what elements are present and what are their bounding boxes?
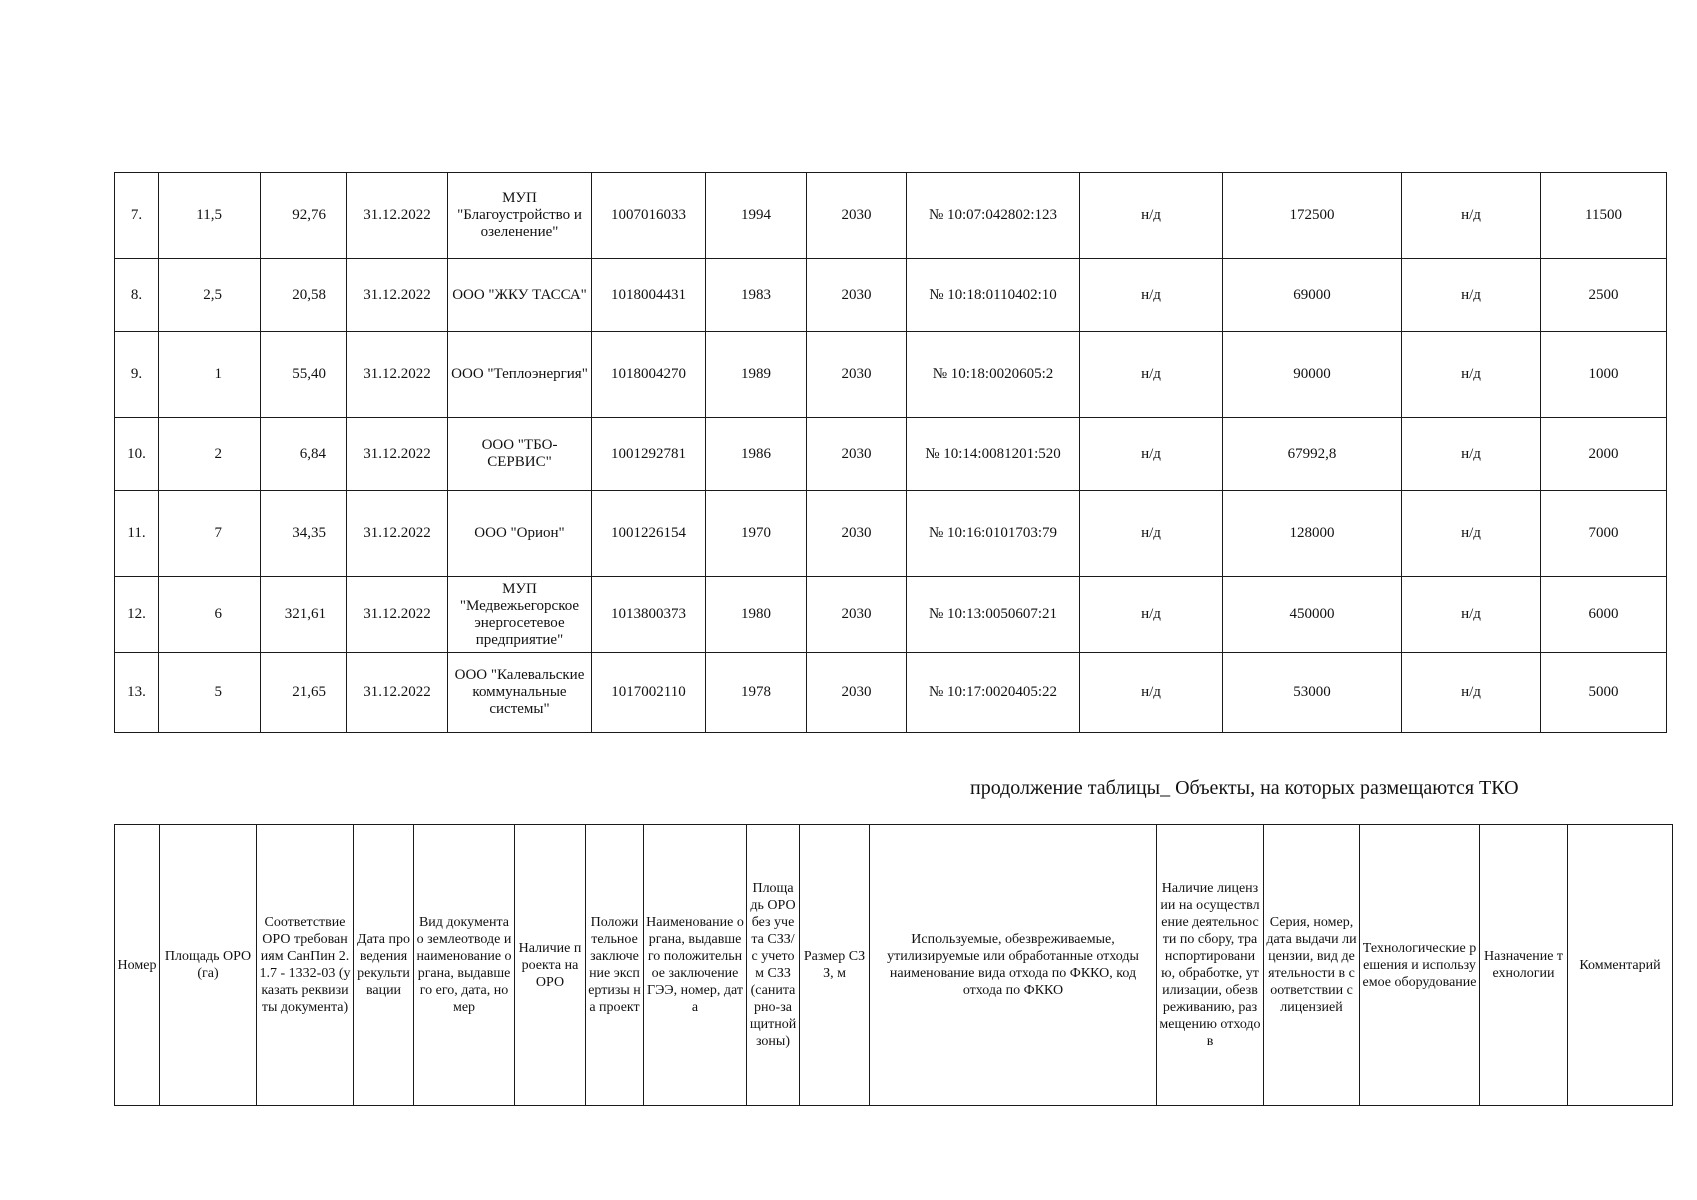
not-available-cell: н/д <box>1402 332 1541 418</box>
volume-cell: 450000 <box>1223 577 1402 653</box>
row-number-cell: 8. <box>115 259 159 332</box>
until-year-cell: 2030 <box>807 577 907 653</box>
header-expert-conclusion: Положительное заключение экспертизы на проект <box>586 825 644 1106</box>
until-year-cell: 2030 <box>807 653 907 733</box>
value-cell: 20,58 <box>261 259 347 332</box>
value-cell: 34,35 <box>261 491 347 577</box>
capacity-cell: 11500 <box>1541 173 1667 259</box>
date-cell: 31.12.2022 <box>347 418 448 491</box>
cadastral-number-cell: № 10:16:0101703:79 <box>907 491 1080 577</box>
not-available-cell: н/д <box>1402 491 1541 577</box>
not-available-cell: н/д <box>1080 418 1223 491</box>
inn-cell: 1001226154 <box>592 491 706 577</box>
capacity-cell: 2000 <box>1541 418 1667 491</box>
cadastral-number-cell: № 10:13:0050607:21 <box>907 577 1080 653</box>
volume-cell: 90000 <box>1223 332 1402 418</box>
not-available-cell: н/д <box>1402 173 1541 259</box>
cadastral-number-cell: № 10:14:0081201:520 <box>907 418 1080 491</box>
year-cell: 1983 <box>706 259 807 332</box>
not-available-cell: н/д <box>1080 259 1223 332</box>
value-cell: 6,84 <box>261 418 347 491</box>
area-cell: 2,5 <box>159 259 261 332</box>
not-available-cell: н/д <box>1080 577 1223 653</box>
header-waste-fkko: Используемые, обезвреживаемые, утилизируемые или обработанные отходы наименование вида отхода по ФККО, код отхода по ФККО <box>870 825 1157 1106</box>
organization-cell: ООО "Орион" <box>448 491 592 577</box>
volume-cell: 53000 <box>1223 653 1402 733</box>
not-available-cell: н/д <box>1402 259 1541 332</box>
year-cell: 1989 <box>706 332 807 418</box>
header-area: Площадь ОРО (га) <box>160 825 257 1106</box>
table-caption: продолжение таблицы_ Объекты, на которых размещаются ТКО <box>970 777 1519 799</box>
capacity-cell: 1000 <box>1541 332 1667 418</box>
inn-cell: 1018004431 <box>592 259 706 332</box>
year-cell: 1986 <box>706 418 807 491</box>
header-project: Наличие проекта на ОРО <box>515 825 586 1106</box>
header-license-details: Серия, номер, дата выдачи лицензии, вид деятельности в соответствии с лицензией <box>1264 825 1360 1106</box>
header-gee-authority: Наименование органа, выдавшего положительное заключение ГЭЭ, номер, дата <box>644 825 747 1106</box>
date-cell: 31.12.2022 <box>347 491 448 577</box>
objects-table-header <box>114 824 1673 1106</box>
table-row <box>115 653 1667 733</box>
area-cell: 6 <box>159 577 261 653</box>
capacity-cell: 2500 <box>1541 259 1667 332</box>
inn-cell: 1001292781 <box>592 418 706 491</box>
row-number-cell: 12. <box>115 577 159 653</box>
not-available-cell: н/д <box>1402 653 1541 733</box>
area-cell: 1 <box>159 332 261 418</box>
date-cell: 31.12.2022 <box>347 173 448 259</box>
organization-cell: МУП "Медвежьегорское энергосетевое предприятие" <box>448 577 592 653</box>
table-row <box>115 259 1667 332</box>
not-available-cell: н/д <box>1080 173 1223 259</box>
until-year-cell: 2030 <box>807 332 907 418</box>
capacity-cell: 6000 <box>1541 577 1667 653</box>
row-number-cell: 11. <box>115 491 159 577</box>
cadastral-number-cell: № 10:07:042802:123 <box>907 173 1080 259</box>
until-year-cell: 2030 <box>807 418 907 491</box>
date-cell: 31.12.2022 <box>347 332 448 418</box>
organization-cell: МУП "Благоустройство и озеленение" <box>448 173 592 259</box>
year-cell: 1970 <box>706 491 807 577</box>
inn-cell: 1018004270 <box>592 332 706 418</box>
until-year-cell: 2030 <box>807 173 907 259</box>
not-available-cell: н/д <box>1402 577 1541 653</box>
objects-table-continuation <box>114 172 1667 733</box>
organization-cell: ООО "Калевальские коммунальные системы" <box>448 653 592 733</box>
value-cell: 55,40 <box>261 332 347 418</box>
header-sanpin-compliance: Соответствие ОРО требованиям СанПин 2.1.7 - 1332-03 (указать реквизиты документа) <box>257 825 354 1106</box>
header-recultivation-date: Дата проведения рекультивации <box>354 825 414 1106</box>
value-cell: 321,61 <box>261 577 347 653</box>
table-row <box>115 332 1667 418</box>
row-number-cell: 10. <box>115 418 159 491</box>
table-row <box>115 577 1667 653</box>
header-license-presence: Наличие лицензии на осуществление деятельности по сбору, транспортированию, обработке, утилизации, обезвреживанию, размещению отходов <box>1157 825 1264 1106</box>
year-cell: 1994 <box>706 173 807 259</box>
volume-cell: 172500 <box>1223 173 1402 259</box>
cadastral-number-cell: № 10:18:0020605:2 <box>907 332 1080 418</box>
area-cell: 5 <box>159 653 261 733</box>
inn-cell: 1013800373 <box>592 577 706 653</box>
row-number-cell: 9. <box>115 332 159 418</box>
header-comment: Комментарий <box>1568 825 1673 1106</box>
capacity-cell: 5000 <box>1541 653 1667 733</box>
not-available-cell: н/д <box>1402 418 1541 491</box>
area-cell: 2 <box>159 418 261 491</box>
organization-cell: ООО "ТБО-СЕРВИС" <box>448 418 592 491</box>
date-cell: 31.12.2022 <box>347 577 448 653</box>
header-tech-solutions: Технологические решения и используемое оборудование <box>1360 825 1480 1106</box>
inn-cell: 1017002110 <box>592 653 706 733</box>
volume-cell: 67992,8 <box>1223 418 1402 491</box>
table-row <box>115 418 1667 491</box>
not-available-cell: н/д <box>1080 653 1223 733</box>
inn-cell: 1007016033 <box>592 173 706 259</box>
value-cell: 92,76 <box>261 173 347 259</box>
capacity-cell: 7000 <box>1541 491 1667 577</box>
header-tech-purpose: Назначение технологии <box>1480 825 1568 1106</box>
area-cell: 7 <box>159 491 261 577</box>
year-cell: 1980 <box>706 577 807 653</box>
not-available-cell: н/д <box>1080 332 1223 418</box>
cadastral-number-cell: № 10:17:0020405:22 <box>907 653 1080 733</box>
date-cell: 31.12.2022 <box>347 653 448 733</box>
table-row <box>115 491 1667 577</box>
volume-cell: 69000 <box>1223 259 1402 332</box>
date-cell: 31.12.2022 <box>347 259 448 332</box>
cadastral-number-cell: № 10:18:0110402:10 <box>907 259 1080 332</box>
organization-cell: ООО "Теплоэнергия" <box>448 332 592 418</box>
year-cell: 1978 <box>706 653 807 733</box>
organization-cell: ООО "ЖКУ ТАССА" <box>448 259 592 332</box>
header-area-without-szz: Площадь ОРО без учета СЗЗ/ с учетом СЗЗ (санитарно-защитной зоны) <box>747 825 800 1106</box>
table-row <box>115 173 1667 259</box>
until-year-cell: 2030 <box>807 259 907 332</box>
volume-cell: 128000 <box>1223 491 1402 577</box>
row-number-cell: 13. <box>115 653 159 733</box>
header-number: Номер <box>115 825 160 1106</box>
not-available-cell: н/д <box>1080 491 1223 577</box>
area-cell: 11,5 <box>159 173 261 259</box>
value-cell: 21,65 <box>261 653 347 733</box>
until-year-cell: 2030 <box>807 491 907 577</box>
header-szz-size: Размер СЗЗ, м <box>800 825 870 1106</box>
header-land-document: Вид документа о землеотводе и наименование органа, выдавшего его, дата, номер <box>414 825 515 1106</box>
row-number-cell: 7. <box>115 173 159 259</box>
